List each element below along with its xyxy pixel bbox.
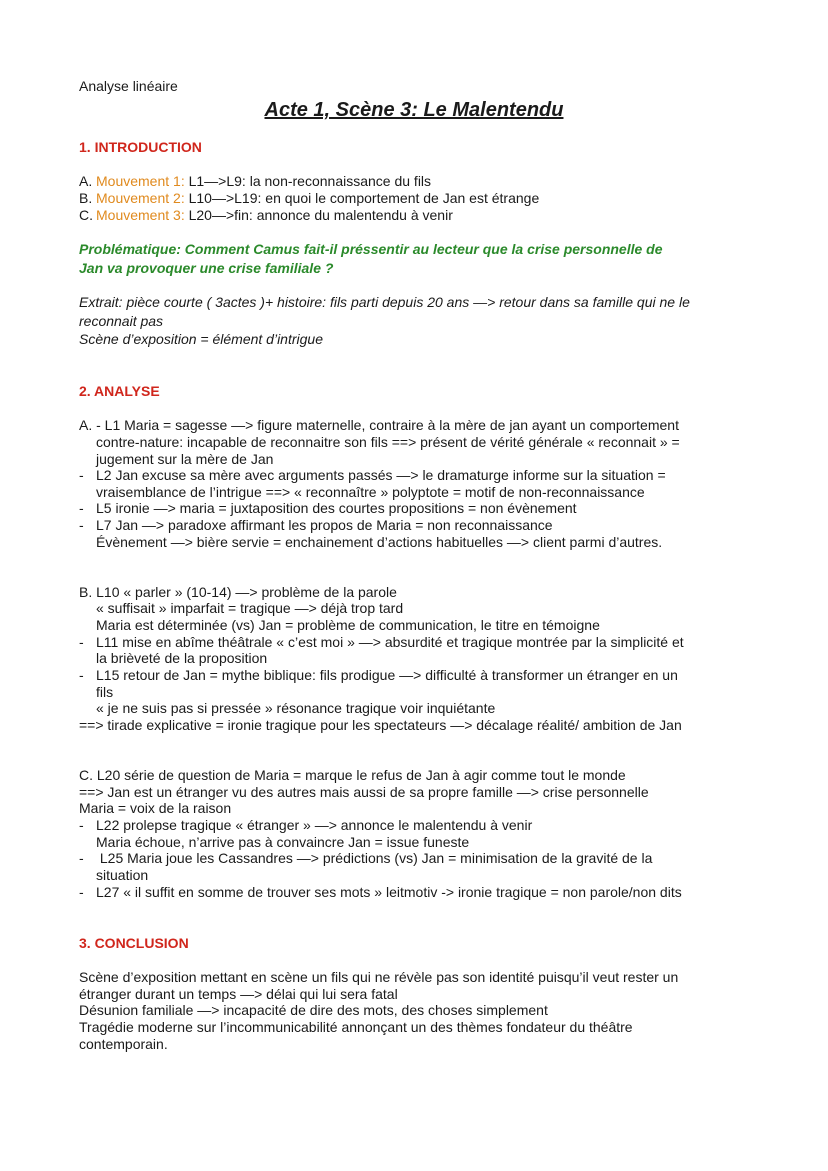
analysis-line: Évènement —> bière servie = enchainement d’actions habituelles —> client parmi d’autres.	[96, 534, 663, 550]
analysis-line: A. - L1 Maria = sagesse —> figure maternelle, contraire à la mère de jan ayant un comportement	[79, 417, 679, 433]
analysis-line: fils	[96, 684, 114, 700]
analysis-bullet	[79, 634, 684, 651]
bullet-dash: -	[79, 667, 84, 683]
movement-text: L1—>L9: la non-reconnaissance du fils	[184, 173, 432, 189]
problematique-line: Jan va provoquer une crise familiale ?	[79, 260, 334, 276]
analysis-bullet	[79, 500, 577, 517]
bullet-dash: -	[79, 634, 84, 650]
introduction-heading: 1. INTRODUCTION	[79, 139, 202, 155]
conclusion-line: étranger durant un temps —> délai qui lui sera fatal	[79, 986, 398, 1002]
analysis-line: « suffisait » imparfait = tragique —> déjà trop tard	[96, 600, 404, 616]
page-title: Acte 1, Scène 3: Le Malentendu	[264, 99, 564, 121]
analysis-line: Maria échoue, n’arrive pas à convaincre Jan = issue funeste	[96, 834, 470, 850]
movement-line	[79, 173, 431, 190]
analysis-bullet	[79, 817, 532, 834]
movement-name: Mouvement 2:	[96, 190, 185, 206]
analysis-bullet	[79, 884, 682, 901]
analysis-line: ==> Jan est un étranger vu des autres mais aussi de sa propre famille —> crise personnelle	[79, 784, 649, 800]
movement-line	[79, 207, 453, 224]
movement-text: L20—>fin: annonce du malentendu à venir	[184, 207, 453, 223]
problematique-line: Problématique: Comment Camus fait-il préssentir au lecteur que la crise personnelle de	[79, 241, 663, 257]
conclusion-line: Désunion familiale —> incapacité de dire des mots, des choses simplement	[79, 1002, 548, 1018]
analysis-text: L5 ironie —> maria = juxtaposition des courtes propositions = non évènement	[96, 500, 577, 516]
analysis-bullet	[79, 850, 652, 867]
analysis-text: L27 « il suffit en somme de trouver ses mots » leitmotiv -> ironie tragique = non parole/non dits	[96, 884, 682, 900]
conclusion-line: Scène d’exposition mettant en scène un fils qui ne révèle pas son identité puisqu’il veut rester un	[79, 969, 679, 985]
movement-line	[79, 190, 539, 207]
analysis-line: la brièveté de la proposition	[96, 650, 268, 666]
movement-text: L10—>L19: en quoi le comportement de Jan est étrange	[184, 190, 540, 206]
extrait-line: Scène d’exposition = élément d’intrigue	[79, 331, 323, 347]
analysis-line: B. L10 « parler » (10-14) —> problème de la parole	[79, 584, 397, 600]
list-marker: A.	[79, 173, 93, 189]
conclusion-line: contemporain.	[79, 1036, 168, 1052]
extrait-line: reconnait pas	[79, 313, 164, 329]
analysis-text: L22 prolepse tragique « étranger » —> annonce le malentendu à venir	[96, 817, 533, 833]
analyse-heading: 2. ANALYSE	[79, 383, 160, 399]
bullet-dash: -	[79, 517, 84, 533]
bullet-dash: -	[79, 850, 84, 866]
analysis-line: C. L20 série de question de Maria = marque le refus de Jan à agir comme tout le monde	[79, 767, 626, 783]
analysis-text: L2 Jan excuse sa mère avec arguments passés —> le dramaturge informe sur la situation =	[96, 467, 666, 483]
document-label: Analyse linéaire	[79, 78, 178, 94]
analysis-bullet	[79, 667, 678, 684]
bullet-dash: -	[79, 467, 84, 483]
movement-name: Mouvement 3:	[96, 207, 185, 223]
analysis-bullet	[79, 467, 666, 484]
conclusion-line: Tragédie moderne sur l’incommunicabilité annonçant un des thèmes fondateur du théâtre	[79, 1019, 633, 1035]
bullet-dash: -	[79, 817, 84, 833]
extrait-line: Extrait: pièce courte ( 3actes )+ histoire: fils parti depuis 20 ans —> retour dans sa famille qui ne le	[79, 294, 690, 310]
analysis-text: L7 Jan —> paradoxe affirmant les propos de Maria = non reconnaissance	[96, 517, 553, 533]
analysis-text: L15 retour de Jan = mythe biblique: fils prodigue —> difficulté à transformer un étranger en un	[96, 667, 678, 683]
analysis-text: L11 mise en abîme théâtrale « c’est moi » —> absurdité et tragique montrée par la simplicité et	[96, 634, 684, 650]
analysis-line: vraisemblance de l’intrigue ==> « reconnaître » polyptote = motif de non-reconnaissance	[96, 484, 645, 500]
bullet-dash: -	[79, 500, 84, 516]
analysis-line: Maria = voix de la raison	[79, 800, 232, 816]
movement-name: Mouvement 1:	[96, 173, 185, 189]
analysis-line: situation	[96, 867, 149, 883]
bullet-dash: -	[79, 884, 84, 900]
list-marker: B.	[79, 190, 93, 206]
analysis-line: jugement sur la mère de Jan	[96, 451, 274, 467]
analysis-line: Maria est déterminée (vs) Jan = problème de communication, le titre en témoigne	[96, 617, 600, 633]
conclusion-heading: 3. CONCLUSION	[79, 935, 189, 951]
list-marker: C.	[79, 207, 93, 223]
analysis-line: « je ne suis pas si pressée » résonance tragique voir inquiétante	[96, 700, 496, 716]
analysis-line: contre-nature: incapable de reconnaitre son fils ==> présent de vérité générale « reconnait » =	[96, 434, 680, 450]
analysis-text: L25 Maria joue les Cassandres —> prédictions (vs) Jan = minimisation de la gravité de la	[96, 850, 653, 866]
analysis-line: ==> tirade explicative = ironie tragique pour les spectateurs —> décalage réalité/ ambition de Jan	[79, 717, 682, 733]
analysis-bullet	[79, 517, 553, 534]
